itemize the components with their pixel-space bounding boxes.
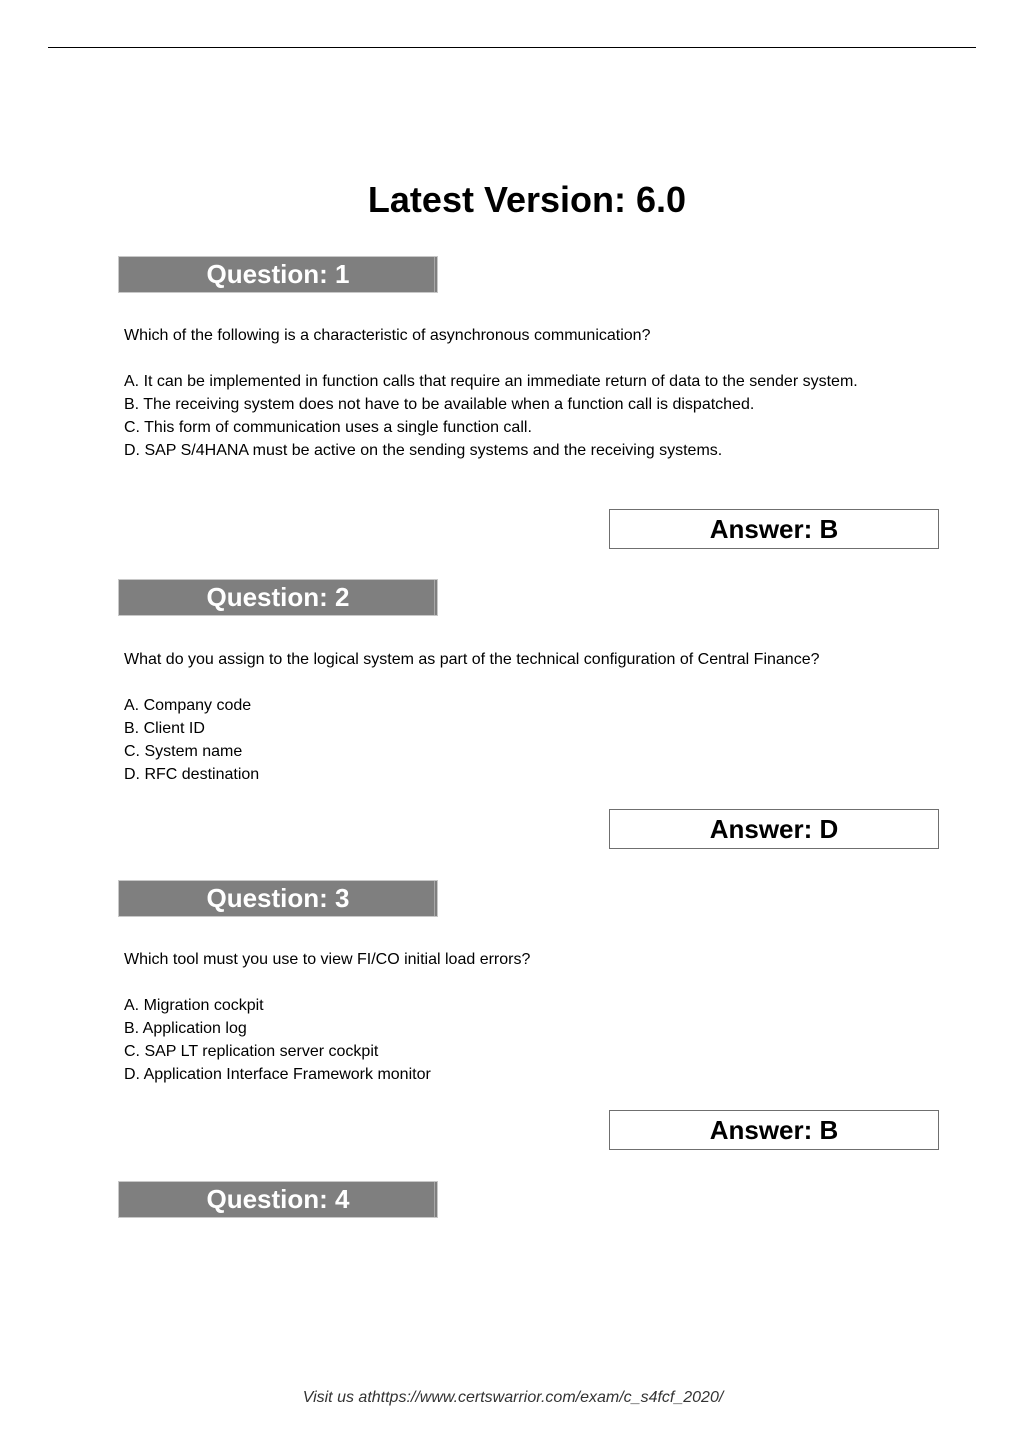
question-3-option-b: B. Application log — [124, 1020, 247, 1037]
question-1-header: Question: 1 — [118, 256, 438, 293]
question-2-stem: What do you assign to the logical system as part of the technical configuration of Central Finance? — [124, 651, 820, 668]
question-2-option-b: B. Client ID — [124, 720, 205, 737]
question-3-stem: Which tool must you use to view FI/CO initial load errors? — [124, 951, 531, 968]
question-3-header: Question: 3 — [118, 880, 438, 917]
question-3-body — [124, 948, 928, 1086]
footer-link-text: Visit us athttps://www.certswarrior.com/exam/c_s4fcf_2020/ — [302, 1389, 724, 1406]
question-1-option-b: B. The receiving system does not have to be available when a function call is dispatched. — [124, 396, 755, 413]
document-title: Latest Version: 6.0 — [367, 179, 687, 220]
question-1-body — [124, 324, 928, 462]
question-2-header: Question: 2 — [118, 579, 438, 616]
question-2-option-a: A. Company code — [124, 697, 252, 714]
question-2-option-d: D. RFC destination — [124, 766, 260, 783]
question-2-body — [124, 648, 928, 786]
header-rule — [48, 47, 976, 48]
question-4-header: Question: 4 — [118, 1181, 438, 1218]
question-1-option-d: D. SAP S/4HANA must be active on the sending systems and the receiving systems. — [124, 442, 723, 459]
question-3-option-a: A. Migration cockpit — [124, 997, 264, 1014]
question-3-answer: Answer: B — [609, 1110, 939, 1150]
question-2-answer: Answer: D — [609, 809, 939, 849]
question-1-option-a: A. It can be implemented in function calls that require an immediate return of data to the sender system. — [124, 373, 858, 390]
question-1-option-c: C. This form of communication uses a single function call. — [124, 419, 532, 436]
question-1-stem: Which of the following is a characteristic of asynchronous communication? — [124, 327, 651, 344]
question-2-option-c: C. System name — [124, 743, 243, 760]
question-1-answer: Answer: B — [609, 509, 939, 549]
question-3-option-c: C. SAP LT replication server cockpit — [124, 1043, 379, 1060]
question-3-option-d: D. Application Interface Framework monitor — [124, 1066, 431, 1083]
